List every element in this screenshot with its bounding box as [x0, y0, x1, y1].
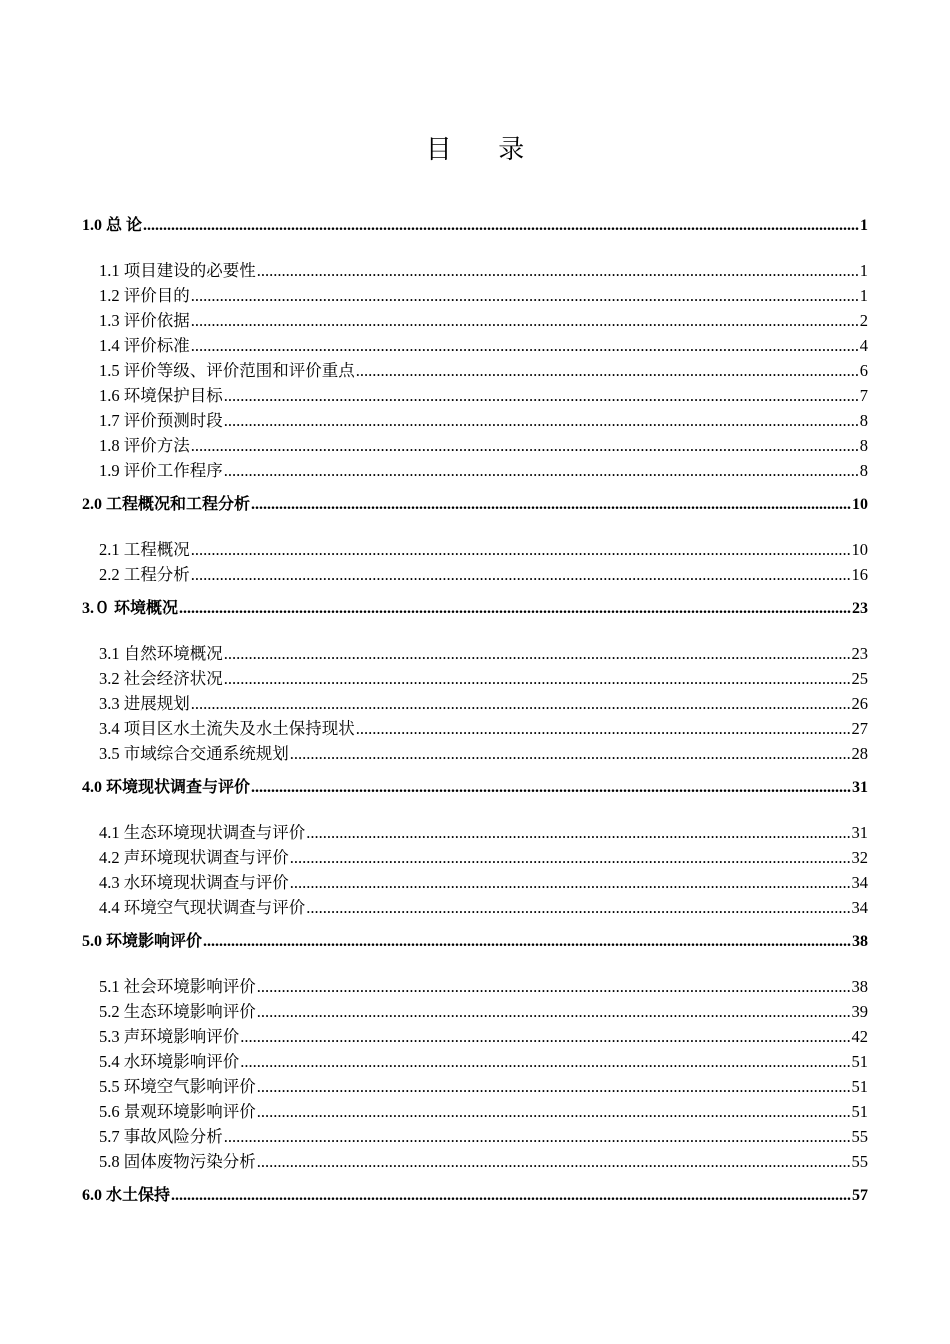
toc-section-entry[interactable] — [82, 1074, 868, 1099]
toc-dot-leader — [257, 1149, 851, 1174]
toc-page-number: 34 — [851, 873, 868, 892]
toc-dot-leader — [224, 641, 851, 666]
toc-dot-leader — [306, 895, 850, 920]
toc-chapter-entry[interactable] — [82, 492, 868, 517]
toc-section-entry[interactable] — [82, 741, 868, 766]
toc-page-number: 31 — [852, 779, 868, 796]
toc-dot-leader — [356, 716, 851, 741]
toc-section-entry[interactable] — [82, 562, 868, 587]
toc-dot-leader — [203, 929, 851, 954]
toc-section-entry[interactable] — [82, 1049, 868, 1074]
toc-page-number: 6 — [859, 361, 868, 380]
toc-entry-label: 1.2 评价目的 — [99, 286, 190, 305]
toc-entry-label: 5.4 水环境影响评价 — [99, 1052, 240, 1071]
toc-dot-leader — [191, 691, 851, 716]
toc-page-number: 51 — [851, 1102, 868, 1121]
toc-page-number: 38 — [851, 977, 868, 996]
toc-entry-label: 2.2 工程分析 — [99, 565, 190, 584]
toc-chapter-entry[interactable] — [82, 213, 868, 238]
toc-section-entry[interactable] — [82, 433, 868, 458]
toc-page-number: 27 — [851, 719, 868, 738]
toc-page-number: 1 — [860, 217, 868, 234]
toc-entry-label: 3.3 进展规划 — [99, 694, 190, 713]
toc-page-number: 32 — [851, 848, 868, 867]
toc-page-number: 28 — [851, 744, 868, 763]
toc-entry-label: 1.9 评价工作程序 — [99, 461, 223, 480]
toc-entry-label: 5.8 固体废物污染分析 — [99, 1152, 256, 1171]
toc-section-entry[interactable] — [82, 716, 868, 741]
toc-dot-leader — [191, 537, 851, 562]
toc-page-number: 4 — [859, 336, 868, 355]
toc-page-number: 34 — [851, 898, 868, 917]
toc-dot-leader — [143, 213, 859, 238]
toc-page-number: 39 — [851, 1002, 868, 1021]
toc-entry-label: 3.2 社会经济状况 — [99, 669, 223, 688]
toc-page-number: 2 — [859, 311, 868, 330]
toc-section-entry[interactable] — [82, 999, 868, 1024]
toc-dot-leader — [191, 562, 851, 587]
toc-section-entry[interactable] — [82, 820, 868, 845]
toc-page-number: 7 — [859, 386, 868, 405]
toc-dot-leader — [240, 1049, 850, 1074]
toc-page-number: 1 — [859, 286, 868, 305]
toc-section-entry[interactable] — [82, 641, 868, 666]
toc-entry-label: 1.8 评价方法 — [99, 436, 190, 455]
toc-entry-label: 3.1 自然环境概况 — [99, 644, 223, 663]
toc-section-entry[interactable] — [82, 283, 868, 308]
toc-page-number: 23 — [851, 644, 868, 663]
toc-page-number: 10 — [852, 496, 868, 513]
toc-dot-leader — [257, 1099, 851, 1124]
toc-dot-leader — [191, 283, 859, 308]
toc-page-number: 8 — [859, 436, 868, 455]
toc-page-number: 23 — [852, 600, 868, 617]
toc-dot-leader — [224, 1124, 851, 1149]
toc-entry-label: 1.0 总 论 — [82, 217, 143, 234]
toc-entry-label: 5.3 声环境影响评价 — [99, 1027, 240, 1046]
toc-entry-label: 6.0 水土保持 — [82, 1187, 171, 1204]
toc-section-entry[interactable] — [82, 1024, 868, 1049]
toc-page-number: 16 — [851, 565, 868, 584]
toc-section-entry[interactable] — [82, 870, 868, 895]
toc-chapter-entry[interactable] — [82, 775, 868, 800]
toc-entry-label: 3.4 项目区水土流失及水土保持现状 — [99, 719, 355, 738]
toc-dot-leader — [251, 492, 851, 517]
toc-chapter-entry[interactable] — [82, 596, 868, 621]
toc-chapter-entry[interactable] — [82, 929, 868, 954]
toc-entry-label: 5.1 社会环境影响评价 — [99, 977, 256, 996]
toc-page-number: 26 — [851, 694, 868, 713]
toc-dot-leader — [224, 458, 859, 483]
toc-page-number: 55 — [851, 1152, 868, 1171]
toc-entry-label: 5.0 环境影响评价 — [82, 933, 203, 950]
toc-page-number: 1 — [859, 261, 868, 280]
toc-entry-label: 2.1 工程概况 — [99, 540, 190, 559]
toc-page-number: 25 — [851, 669, 868, 688]
toc-section-entry[interactable] — [82, 383, 868, 408]
toc-dot-leader — [290, 741, 851, 766]
toc-section-entry[interactable] — [82, 537, 868, 562]
toc-section-entry[interactable] — [82, 408, 868, 433]
toc-entry-label: 4.2 声环境现状调查与评价 — [99, 848, 289, 867]
toc-entry-label: 5.5 环境空气影响评价 — [99, 1077, 256, 1096]
toc-entry-label: 4.0 环境现状调查与评价 — [82, 779, 251, 796]
toc-section-entry[interactable] — [82, 458, 868, 483]
toc-title: 目 录 — [425, 135, 545, 164]
toc-dot-leader — [191, 433, 859, 458]
toc-dot-leader — [224, 383, 859, 408]
toc-dot-leader — [171, 1183, 851, 1208]
toc-entry-label: 1.5 评价等级、评价范围和评价重点 — [99, 361, 355, 380]
toc-section-entry[interactable] — [82, 333, 868, 358]
toc-entry-label: 1.3 评价依据 — [99, 311, 190, 330]
toc-page-number: 51 — [851, 1052, 868, 1071]
toc-page-number: 10 — [851, 540, 868, 559]
toc-entry-label: 5.6 景观环境影响评价 — [99, 1102, 256, 1121]
toc-entry-label: 4.3 水环境现状调查与评价 — [99, 873, 289, 892]
toc-entry-label: 1.7 评价预测时段 — [99, 411, 223, 430]
toc-section-entry[interactable] — [82, 666, 868, 691]
toc-dot-leader — [257, 974, 851, 999]
toc-entry-label: 5.7 事故风险分析 — [99, 1127, 223, 1146]
toc-page-number: 57 — [852, 1187, 868, 1204]
toc-dot-leader — [251, 775, 851, 800]
toc-page-number: 38 — [852, 933, 868, 950]
toc-section-entry[interactable] — [82, 1099, 868, 1124]
toc-entry-label: 3.０ 环境概况 — [82, 600, 179, 617]
toc-section-entry[interactable] — [82, 1149, 868, 1174]
toc-entry-label: 5.2 生态环境影响评价 — [99, 1002, 256, 1021]
toc-dot-leader — [179, 596, 851, 621]
toc-dot-leader — [257, 258, 859, 283]
toc-page-number: 55 — [851, 1127, 868, 1146]
toc-dot-leader — [290, 845, 851, 870]
toc-section-entry[interactable] — [82, 258, 868, 283]
toc-page-number: 51 — [851, 1077, 868, 1096]
toc-dot-leader — [356, 358, 859, 383]
toc-entry-label: 1.6 环境保护目标 — [99, 386, 223, 405]
toc-section-entry[interactable] — [82, 358, 868, 383]
toc-page-number: 8 — [859, 411, 868, 430]
toc-dot-leader — [290, 870, 851, 895]
toc-entry-label: 4.1 生态环境现状调查与评价 — [99, 823, 306, 842]
toc-page-number: 31 — [851, 823, 868, 842]
toc-dot-leader — [240, 1024, 850, 1049]
toc-entry-label: 1.1 项目建设的必要性 — [99, 261, 256, 280]
toc-dot-leader — [191, 333, 859, 358]
toc-section-entry[interactable] — [82, 1124, 868, 1149]
toc-dot-leader — [306, 820, 850, 845]
toc-entry-label: 1.4 评价标准 — [99, 336, 190, 355]
toc-entry-label: 4.4 环境空气现状调查与评价 — [99, 898, 306, 917]
toc-page-number: 42 — [851, 1027, 868, 1046]
toc-chapter-entry[interactable] — [82, 1183, 868, 1208]
toc-section-entry[interactable] — [82, 308, 868, 333]
toc-section-entry[interactable] — [82, 895, 868, 920]
toc-dot-leader — [224, 666, 851, 691]
toc-page-number: 8 — [859, 461, 868, 480]
toc-entry-label: 2.0 工程概况和工程分析 — [82, 496, 251, 513]
toc-section-entry[interactable] — [82, 691, 868, 716]
toc-dot-leader — [224, 408, 859, 433]
toc-list — [82, 213, 868, 1208]
toc-dot-leader — [257, 1074, 851, 1099]
toc-dot-leader — [191, 308, 859, 333]
toc-entry-label: 3.5 市域综合交通系统规划 — [99, 744, 289, 763]
toc-section-entry[interactable] — [82, 974, 868, 999]
toc-section-entry[interactable] — [82, 845, 868, 870]
toc-dot-leader — [257, 999, 851, 1024]
